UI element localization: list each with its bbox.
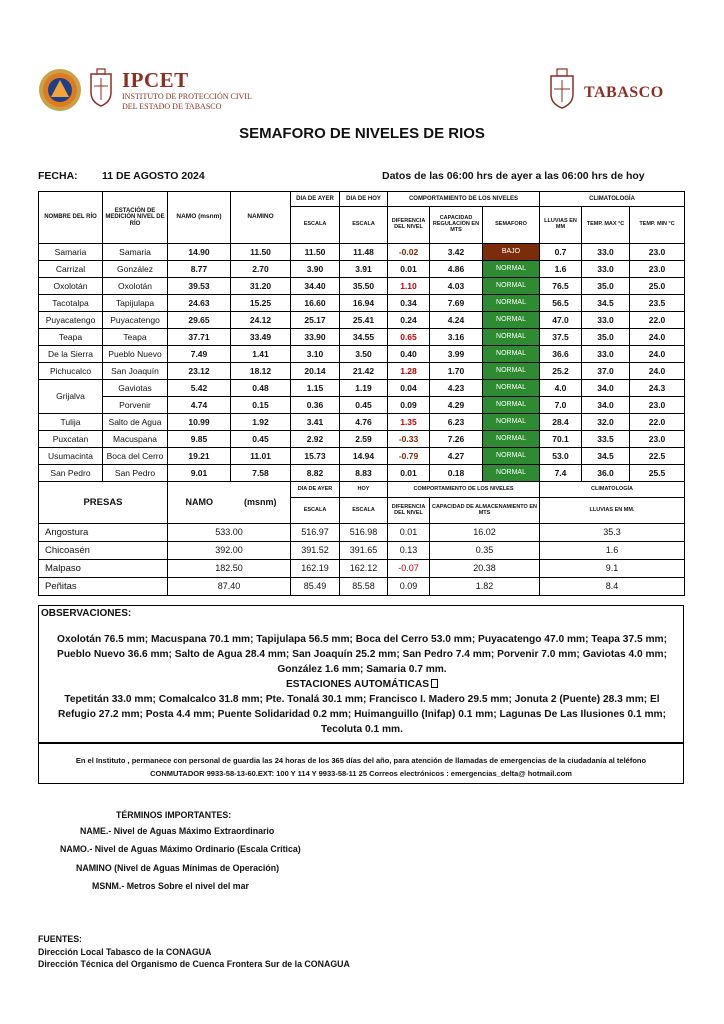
rainfall-mm: 7.0 [540, 397, 582, 414]
namo-value: 8.77 [168, 261, 231, 278]
institute-notice: En el Instituto , permanece con personal de guardia las 24 horas de los 365 días del año, para atención de llamadas de emergencias de la ciudadanía al teléfono [75, 756, 647, 765]
level-difference: 0.65 [388, 329, 430, 346]
date-label: FECHA: [38, 170, 78, 182]
river-name: Teapa [39, 329, 103, 346]
namo-value: 24.63 [168, 295, 231, 312]
table-row [39, 524, 685, 542]
temp-max: 32.0 [582, 414, 630, 431]
automatic-stations-label: ESTACIONES AUTOMÁTICAS [285, 679, 429, 690]
namo-value: 9.01 [168, 465, 231, 482]
namino-value: 11.50 [231, 244, 291, 261]
regulation-capacity: 4.03 [430, 278, 483, 295]
station-name: Macuspana [103, 431, 168, 448]
header-scale-yesterday: ESCALA [291, 207, 340, 244]
page-title: SEMAFORO DE NIVELES DE RIOS [239, 125, 485, 142]
scale-yesterday: 0.36 [291, 397, 340, 414]
level-difference: 0.01 [388, 465, 430, 482]
dam-level-difference: 0.09 [388, 578, 430, 596]
table-row [39, 363, 685, 380]
table-row [39, 414, 685, 431]
dam-storage-capacity: 1.82 [430, 578, 540, 596]
temp-max: 35.0 [582, 329, 630, 346]
header-semaphore: SEMAFORO [483, 207, 540, 244]
data-period: Datos de las 06:00 hrs de ayer a las 06:00 hrs de hoy [382, 170, 645, 182]
level-difference: 0.04 [388, 380, 430, 397]
scale-today: 3.50 [340, 346, 388, 363]
dam-storage-capacity: 0.35 [430, 542, 540, 560]
scale-yesterday: 11.50 [291, 244, 340, 261]
namino-value: 0.48 [231, 380, 291, 397]
semaphore-status: NORMAL [483, 397, 540, 414]
level-difference: -0.33 [388, 431, 430, 448]
date-value: 11 DE AGOSTO 2024 [102, 170, 205, 182]
regulation-capacity: 3.99 [430, 346, 483, 363]
scale-yesterday: 33.90 [291, 329, 340, 346]
scale-today: 25.41 [340, 312, 388, 329]
river-name: Puxcatan [39, 431, 103, 448]
semaphore-status: NORMAL [483, 312, 540, 329]
observations-title: OBSERVACIONES: [41, 608, 132, 619]
observations-text [45, 632, 679, 737]
station-name: Puyacatengo [103, 312, 168, 329]
rainfall-mm: 36.6 [540, 346, 582, 363]
temp-max: 33.0 [582, 312, 630, 329]
namino-value: 1.41 [231, 346, 291, 363]
header-yesterday: DIA DE AYER [291, 192, 340, 207]
namo-value: 14.90 [168, 244, 231, 261]
namino-value: 1.92 [231, 414, 291, 431]
org-subtitle-2: DEL ESTADO DE TABASCO [122, 102, 222, 111]
temp-min: 23.0 [630, 244, 685, 261]
scale-yesterday: 20.14 [291, 363, 340, 380]
header-scale-today: ESCALA [340, 207, 388, 244]
term-name: NAME.- Nivel de Aguas Máximo Extraordinario [80, 826, 275, 836]
namino-value: 31.20 [231, 278, 291, 295]
regulation-capacity: 4.27 [430, 448, 483, 465]
regulation-capacity: 4.86 [430, 261, 483, 278]
dam-name: Chicoasén [39, 542, 168, 560]
temp-min: 24.0 [630, 363, 685, 380]
dams-header-climatology: CLIMATOLOGÍA [540, 482, 685, 498]
header-station: ESTACIÓN DE MEDICIÓN NIVEL DE RÍO [103, 192, 168, 244]
namino-value: 33.49 [231, 329, 291, 346]
table-row [39, 244, 685, 261]
station-name: Pueblo Nuevo [103, 346, 168, 363]
rainfall-mm: 76.5 [540, 278, 582, 295]
regulation-capacity: 7.69 [430, 295, 483, 312]
temp-max: 37.0 [582, 363, 630, 380]
station-name: San Pedro [103, 465, 168, 482]
table-row [39, 295, 685, 312]
rainfall-mm: 1.6 [540, 261, 582, 278]
dam-rainfall: 35.3 [540, 524, 685, 542]
dam-scale-today: 391.65 [340, 542, 388, 560]
level-difference: 0.01 [388, 261, 430, 278]
river-name: San Pedro [39, 465, 103, 482]
regulation-capacity: 4.29 [430, 397, 483, 414]
level-difference: 0.34 [388, 295, 430, 312]
table-row [39, 560, 685, 578]
table-row [39, 542, 685, 560]
rainfall-mm: 53.0 [540, 448, 582, 465]
namino-value: 7.58 [231, 465, 291, 482]
scale-today: 14.94 [340, 448, 388, 465]
namo-value: 5.42 [168, 380, 231, 397]
dam-namo: 533.00 [168, 524, 291, 542]
scale-yesterday: 3.90 [291, 261, 340, 278]
scale-today: 1.19 [340, 380, 388, 397]
rainfall-mm: 28.4 [540, 414, 582, 431]
temp-max: 35.0 [582, 278, 630, 295]
station-name: Samaria [103, 244, 168, 261]
dam-scale-today: 162.12 [340, 560, 388, 578]
semaphore-status: BAJO [483, 244, 540, 261]
placeholder-box-icon [431, 679, 438, 688]
rainfall-mm: 25.2 [540, 363, 582, 380]
tabasco-shield-icon [548, 68, 576, 110]
scale-today: 16.94 [340, 295, 388, 312]
dam-scale-yesterday: 391.52 [291, 542, 340, 560]
station-name: Tapijulapa [103, 295, 168, 312]
level-difference: -0.79 [388, 448, 430, 465]
station-name: Teapa [103, 329, 168, 346]
rainfall-mm: 7.4 [540, 465, 582, 482]
scale-yesterday: 1.15 [291, 380, 340, 397]
river-name: De la Sierra [39, 346, 103, 363]
regulation-capacity: 3.42 [430, 244, 483, 261]
sources-title: FUENTES: [38, 934, 82, 944]
temp-max: 34.5 [582, 295, 630, 312]
scale-yesterday: 16.60 [291, 295, 340, 312]
namo-value: 29.65 [168, 312, 231, 329]
temp-max: 34.0 [582, 397, 630, 414]
header-climatology: CLIMATOLOGÍA [540, 192, 685, 207]
river-name: Tacotalpa [39, 295, 103, 312]
observations-rain-list: Oxolotán 76.5 mm; Macuspana 70.1 mm; Tapijulapa 56.5 mm; Boca del Cerro 53.0 mm; Puyacatengo 47.0 mm; Teapa 37.5 mm; Pueblo Nuevo 36.6 mm; Salto de Agua 28.4 mm; San Joaquín 25.2 mm; San Pedro 7.4 mm; Porvenir 7.0 mm; Gaviotas 4.0 mm; González 1.6 mm; Samaria 0.7 mm. [57, 634, 667, 675]
header-namo: NAMO (msnm) [168, 192, 231, 244]
namo-value: 23.12 [168, 363, 231, 380]
scale-today: 34.55 [340, 329, 388, 346]
header-rain: LLUVIAS EN MM [540, 207, 582, 244]
station-name: Oxolotán [103, 278, 168, 295]
dam-name: Peñitas [39, 578, 168, 596]
level-difference: 0.24 [388, 312, 430, 329]
header-namino: NAMINO [231, 192, 291, 244]
table-row [39, 380, 685, 397]
rainfall-mm: 37.5 [540, 329, 582, 346]
dams-header-msnm: (msnm) [231, 482, 291, 524]
dams-header-scale-today: ESCALA [340, 498, 388, 524]
level-difference: 1.10 [388, 278, 430, 295]
semaphore-status: NORMAL [483, 448, 540, 465]
temp-min: 22.0 [630, 312, 685, 329]
river-name: Oxolotán [39, 278, 103, 295]
org-name: IPCET [122, 68, 189, 92]
temp-max: 33.5 [582, 431, 630, 448]
namo-value: 19.21 [168, 448, 231, 465]
river-name: Pichucalco [39, 363, 103, 380]
namino-value: 0.15 [231, 397, 291, 414]
level-difference: 1.28 [388, 363, 430, 380]
regulation-capacity: 6.23 [430, 414, 483, 431]
rainfall-mm: 47.0 [540, 312, 582, 329]
river-name: Usumacinta [39, 448, 103, 465]
term-namo: NAMO.- Nivel de Aguas Máximo Ordinario (Escala Crítica) [60, 844, 301, 854]
namo-value: 37.71 [168, 329, 231, 346]
regulation-capacity: 3.16 [430, 329, 483, 346]
semaphore-status: NORMAL [483, 346, 540, 363]
dams-header-difference: DIFERENCIA DEL NIVEL [388, 498, 430, 524]
table-row [39, 448, 685, 465]
scale-today: 4.76 [340, 414, 388, 431]
namo-value: 10.99 [168, 414, 231, 431]
automatic-stations-title [45, 677, 679, 692]
table-row [39, 465, 685, 482]
namino-value: 24.12 [231, 312, 291, 329]
civil-protection-logo [38, 68, 82, 112]
page-header [38, 64, 688, 114]
temp-max: 34.0 [582, 380, 630, 397]
table-row [39, 329, 685, 346]
semaphore-status: NORMAL [483, 465, 540, 482]
semaphore-status: NORMAL [483, 278, 540, 295]
regulation-capacity: 7.26 [430, 431, 483, 448]
namo-value: 39.53 [168, 278, 231, 295]
state-name: TABASCO [584, 84, 664, 101]
scale-today: 0.45 [340, 397, 388, 414]
rainfall-mm: 0.7 [540, 244, 582, 261]
level-difference: 0.09 [388, 397, 430, 414]
station-name: Salto de Agua [103, 414, 168, 431]
institute-phone-email: CONMUTADOR 9933-58-13-60.EXT: 100 Y 114 Y 9933-58-11 25 Correos electrónicos : emergencias_delta@ hotmail.com [150, 769, 572, 778]
dam-scale-today: 85.58 [340, 578, 388, 596]
scale-today: 3.91 [340, 261, 388, 278]
level-difference: -0.02 [388, 244, 430, 261]
temp-min: 24.0 [630, 346, 685, 363]
dam-namo: 392.00 [168, 542, 291, 560]
namino-value: 18.12 [231, 363, 291, 380]
station-name: Gaviotas [103, 380, 168, 397]
river-name: Tulija [39, 414, 103, 431]
station-name: Boca del Cerro [103, 448, 168, 465]
semaphore-status: NORMAL [483, 414, 540, 431]
header-temp-min: TEMP. MIN °C [630, 207, 685, 244]
date-row [38, 170, 688, 186]
dams-header-rain: LLUVIAS EN MM. [540, 498, 685, 524]
sources [38, 933, 350, 971]
namino-value: 11.01 [231, 448, 291, 465]
rainfall-mm: 4.0 [540, 380, 582, 397]
temp-max: 33.0 [582, 244, 630, 261]
term-msnm: MSNM.- Metros Sobre el nivel del mar [92, 881, 249, 891]
station-name: San Joaquín [103, 363, 168, 380]
temp-max: 36.0 [582, 465, 630, 482]
dam-scale-yesterday: 162.19 [291, 560, 340, 578]
dams-header-title: PRESAS [39, 482, 168, 524]
term-namino: NAMINO (Nivel de Aguas Mínimas de Operación) [76, 863, 280, 873]
semaphore-status: NORMAL [483, 363, 540, 380]
dam-storage-capacity: 20.38 [430, 560, 540, 578]
temp-min: 24.0 [630, 329, 685, 346]
temp-max: 33.0 [582, 346, 630, 363]
state-shield-icon [88, 68, 114, 108]
dams-header-today: HOY [340, 482, 388, 498]
scale-today: 2.59 [340, 431, 388, 448]
temp-min: 23.0 [630, 397, 685, 414]
station-name: Porvenir [103, 397, 168, 414]
semaphore-status: NORMAL [483, 380, 540, 397]
river-name: Puyacatengo [39, 312, 103, 329]
table-row [39, 578, 685, 596]
dam-name: Angostura [39, 524, 168, 542]
dam-rainfall: 9.1 [540, 560, 685, 578]
regulation-capacity: 4.24 [430, 312, 483, 329]
dam-level-difference: -0.07 [388, 560, 430, 578]
dam-namo: 182.50 [168, 560, 291, 578]
institute-contact-box [38, 743, 684, 784]
dams-header-namo: NAMO [168, 482, 231, 524]
temp-min: 23.0 [630, 431, 685, 448]
station-name: González [103, 261, 168, 278]
dam-level-difference: 0.13 [388, 542, 430, 560]
temp-max: 34.5 [582, 448, 630, 465]
temp-min: 24.3 [630, 380, 685, 397]
scale-yesterday: 3.41 [291, 414, 340, 431]
dam-storage-capacity: 16.02 [430, 524, 540, 542]
table-row [39, 397, 685, 414]
automatic-stations-list: Tepetitán 33.0 mm; Comalcalco 31.8 mm; Pte. Tonalá 30.1 mm; Francisco I. Madero 29.5 mm; Jonuta 2 (Puente) 28.3 mm; El Refugio 27.2 mm; Posta 4.4 mm; Puente Solidaridad 0.2 mm; Huimanguillo (Inifap) 0.1 mm; Lagunas De Las Ilusiones 0.1 mm; Tecoluta 0.1 mm. [58, 694, 666, 735]
semaphore-status: NORMAL [483, 295, 540, 312]
scale-today: 8.83 [340, 465, 388, 482]
scale-today: 35.50 [340, 278, 388, 295]
namino-value: 0.45 [231, 431, 291, 448]
table-row [39, 431, 685, 448]
header-difference: DIFERENCIA DEL NIVEL [388, 207, 430, 244]
temp-min: 22.0 [630, 414, 685, 431]
regulation-capacity: 4.23 [430, 380, 483, 397]
level-difference: 0.40 [388, 346, 430, 363]
rainfall-mm: 56.5 [540, 295, 582, 312]
observations-box [38, 605, 684, 743]
scale-yesterday: 15.73 [291, 448, 340, 465]
source-item: Dirección Técnica del Organismo de Cuenca Frontera Sur de la CONAGUA [38, 959, 350, 969]
namino-value: 15.25 [231, 295, 291, 312]
semaphore-status: NORMAL [483, 431, 540, 448]
namo-value: 7.49 [168, 346, 231, 363]
scale-today: 21.42 [340, 363, 388, 380]
dam-scale-yesterday: 85.49 [291, 578, 340, 596]
dam-rainfall: 8.4 [540, 578, 685, 596]
temp-min: 25.0 [630, 278, 685, 295]
namo-value: 9.85 [168, 431, 231, 448]
dam-level-difference: 0.01 [388, 524, 430, 542]
regulation-capacity: 0.18 [430, 465, 483, 482]
dams-header-scale-yesterday: ESCALA [291, 498, 340, 524]
source-item: Dirección Local Tabasco de la CONAGUA [38, 946, 212, 957]
namo-value: 4.74 [168, 397, 231, 414]
header-behavior: COMPORTAMIENTO DE LOS NIVELES [388, 192, 540, 207]
scale-today: 11.48 [340, 244, 388, 261]
scale-yesterday: 2.92 [291, 431, 340, 448]
header-today: DIA DE HOY [340, 192, 388, 207]
table-row [39, 261, 685, 278]
terms-title: TÉRMINOS IMPORTANTES: [116, 810, 232, 820]
namino-value: 2.70 [231, 261, 291, 278]
dam-scale-yesterday: 516.97 [291, 524, 340, 542]
table-row [39, 278, 685, 295]
header-capacity: CAPACIDAD REGULACION EN MTS [430, 207, 483, 244]
dam-namo: 87.40 [168, 578, 291, 596]
river-name: Carrizal [39, 261, 103, 278]
table-row [39, 312, 685, 329]
table-row [39, 346, 685, 363]
level-difference: 1.35 [388, 414, 430, 431]
semaphore-status: NORMAL [483, 261, 540, 278]
dam-scale-today: 516.98 [340, 524, 388, 542]
dams-header-behavior: COMPORTAMIENTO DE LOS NIVELES [388, 482, 540, 498]
org-subtitle-1: INSTITUTO DE PROTECCIÓN CIVIL [122, 92, 252, 101]
scale-yesterday: 25.17 [291, 312, 340, 329]
dam-name: Malpaso [39, 560, 168, 578]
rainfall-mm: 70.1 [540, 431, 582, 448]
regulation-capacity: 1.70 [430, 363, 483, 380]
semaphore-status: NORMAL [483, 329, 540, 346]
temp-min: 25.5 [630, 465, 685, 482]
scale-yesterday: 34.40 [291, 278, 340, 295]
river-name: Grijalva [39, 380, 103, 414]
dam-rainfall: 1.6 [540, 542, 685, 560]
temp-min: 23.0 [630, 261, 685, 278]
header-temp-max: TEMP. MAX °C [582, 207, 630, 244]
scale-yesterday: 8.82 [291, 465, 340, 482]
dams-header-capacity: CAPACIDAD DE ALMACENAMIENTO EN MTS [430, 498, 540, 524]
river-name: Samaria [39, 244, 103, 261]
header-river-name: NOMBRE DEL RÍO [39, 192, 103, 244]
dams-header-yesterday: DIA DE AYER [291, 482, 340, 498]
temp-max: 33.0 [582, 261, 630, 278]
river-levels-table [38, 191, 685, 596]
temp-min: 22.5 [630, 448, 685, 465]
temp-min: 23.5 [630, 295, 685, 312]
scale-yesterday: 3.10 [291, 346, 340, 363]
